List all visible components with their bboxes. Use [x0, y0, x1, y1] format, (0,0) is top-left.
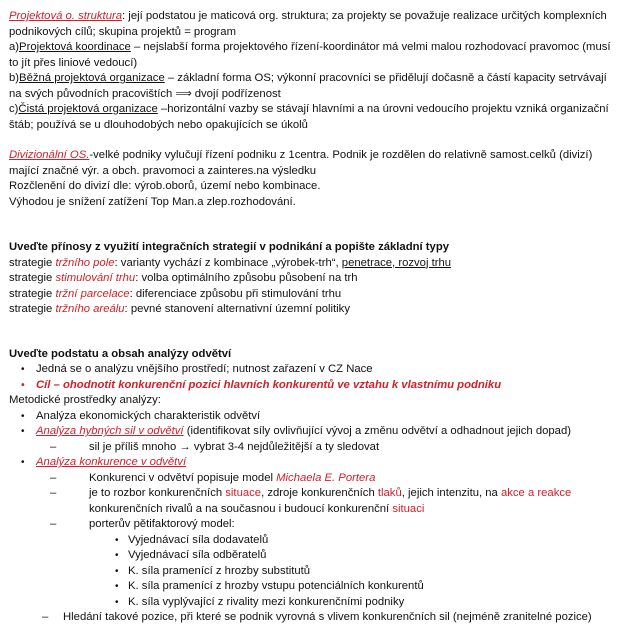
force-item [9, 579, 615, 595]
term-projektova-struktura: Projektová o. struktura [9, 10, 123, 22]
strategy-term: tržního pole [55, 256, 115, 269]
list-prefix: a) [9, 41, 20, 53]
highlight-run: situace [225, 487, 262, 499]
highlight-run: akce a reakce [500, 487, 572, 499]
spacer [9, 133, 615, 148]
strategy-text: : pevné stanovení alternativní územní politiky [124, 303, 350, 315]
list-item [9, 362, 615, 378]
list-item [9, 455, 615, 471]
highlight-run: tlaků [377, 487, 402, 499]
strategy-row [9, 287, 615, 303]
strategy-prefix: strategie [9, 256, 56, 269]
list-item [9, 409, 615, 425]
bullet-icon: • [21, 457, 25, 468]
force-text: K. síla pramenící z hrozby substitutů [128, 564, 311, 577]
dash-icon: – [50, 487, 57, 499]
spacer [9, 210, 615, 225]
force-text: Vyjednávací síla odběratelů [128, 549, 267, 561]
method-term: Analýza konkurence v odvětví [36, 456, 187, 468]
force-text: K. síla vyplývající z rivality mezi konkurenčními podniky [128, 595, 405, 608]
list-item-text: Cíl – ohodnotit konkurenční pozici hlavních konkurentů ve vztahu k vlastnímu podniku [36, 378, 502, 391]
paragraph-text: –horizontální vazby se stávají hlavními a na úrovni vedoucího projektu vzniká organizační štáb; používá se u dlouhodobých nebo opakujících se úkolů [9, 103, 609, 131]
sub-list-item [9, 486, 615, 517]
strategy-text: : volba optimálního způsobu působení na trh [135, 272, 358, 284]
list-item-text: sil je příliš mnoho → vybrat 3-4 nejdůležitější a ty sledovat [89, 440, 380, 453]
strategy-text: : diferenciace způsobu při stimulování trhu [129, 287, 342, 300]
strategy-term: stimulování trhu [55, 272, 136, 284]
bullet-icon: • [21, 364, 25, 375]
strategy-row [9, 302, 615, 318]
term-bezna-organizace: Běžná projektová organizace [19, 72, 165, 84]
bullet-icon: • [115, 581, 119, 592]
strategy-row [9, 271, 615, 287]
strategy-prefix: strategie [9, 272, 56, 284]
bullet-icon: • [21, 379, 25, 391]
bullet-icon: • [115, 565, 119, 577]
list-item-text: (identifikovat síly ovlivňující vývoj a změnu odvětví a odhadnout jejich dopad) [183, 425, 572, 437]
method-term: Analýza hybných sil v odvětví [36, 425, 184, 437]
highlight-run: situaci [392, 502, 425, 515]
paragraph-cista-organizace [9, 102, 615, 133]
sub-list-item [9, 610, 615, 626]
list-item-text: Jedná se o analýzu vnějšího prostředí; nutnost zařazení v CZ Nace [36, 363, 373, 375]
force-item [9, 533, 615, 549]
dash-icon: – [50, 518, 57, 530]
strategy-term: tržní parcelace [55, 287, 130, 300]
paragraph-bezna-organizace [9, 71, 615, 102]
spacer [9, 318, 615, 333]
paragraph-divizionalni [9, 148, 615, 179]
methods-label: Metodické prostředky analýzy: [9, 394, 161, 406]
bullet-icon: • [115, 596, 119, 608]
text-run: , jejich intenzitu, na [401, 487, 501, 499]
bullet-icon: • [115, 550, 119, 561]
list-item [9, 378, 615, 394]
dash-icon: – [42, 611, 49, 623]
paragraph-vyhodou: Výhodou je snížení zatížení Top Man.a zlep.rozhodování. [9, 195, 296, 208]
paragraph-text: -velké podniky vylučují řízení podniku z 1centra. Podnik je rozdělen do relativně samost.celků (divizí) mající značné výr. a obch. pravomoci a zainteres.na výsledku [9, 149, 593, 177]
strategy-tail: penetrace, rozvoj trhu [341, 256, 452, 269]
sub-list-item [9, 440, 615, 456]
strategy-text: : varianty vychází z kombinace „výrobek-trh“, [114, 256, 342, 269]
force-item [9, 548, 615, 564]
paragraph-rozcleneni: Rozčlenění do divizí dle: výrob.oborů, území nebo kombinace. [9, 180, 321, 192]
force-text: K. síla pramenící z hrozby vstupu potenciálních konkurentů [128, 580, 424, 592]
strategy-prefix: strategie [9, 287, 56, 300]
paragraph-projektova-koordinace [9, 40, 615, 71]
term-divizionalni: Divizionální OS. [9, 149, 90, 161]
force-item [9, 564, 615, 580]
question-heading-strategie: Uveďte přínosy z využití integračních strategií v podnikání a popište základní typy [9, 241, 450, 253]
bullet-icon: • [21, 410, 25, 422]
text-run: je to rozbor konkurenčních [89, 487, 226, 499]
question-heading-analyza: Uveďte podstatu a obsah analýzy odvětví [9, 347, 232, 360]
sub-list-item [9, 471, 615, 487]
force-text: Vyjednávací síla dodavatelů [128, 533, 269, 546]
sub-list-item [9, 517, 615, 533]
bullet-icon: • [21, 426, 25, 437]
paragraph-text: – nejslabší forma projektového řízení-koordinátor má velmi malou rozhodovací pravomoc (musí to jít přes liniové vedoucí) [9, 41, 611, 69]
list-item-text: Hledání takové pozice, při které se podnik vyrovná s vlivem konkurenčních sil (nejméně zranitelné pozice) [63, 611, 592, 623]
paragraph-text: : její podstatou je maticová org. struktura; za projekty se považuje realizace určitých komplexních podnikových cílů; skupina projektů = program [9, 10, 607, 38]
list-item-text: Konkurenci v odvětví popisuje model [89, 471, 277, 484]
list-prefix: b) [9, 72, 20, 84]
bullet-icon: • [115, 534, 119, 546]
force-item [9, 595, 615, 611]
term-cista-organizace: Čistá projektová organizace [18, 103, 158, 115]
term-projektova-koordinace: Projektová koordinace [19, 41, 131, 53]
strategy-term: tržního areálu [55, 303, 125, 315]
paragraph-projektova-struktura [9, 9, 615, 40]
dash-icon: – [50, 471, 57, 484]
paragraph-text: – základní forma OS; výkonní pracovníci se přidělují dočasně a částí kapacity setrvávají na svých původních pracovištích ⟹ dvojí podřízenost [9, 72, 607, 100]
text-run: konkurenčních rivalů a na současnou i budoucí konkurenční [89, 502, 393, 515]
strategy-row [9, 256, 615, 272]
text-run: , zdroje konkurenčních [261, 487, 378, 499]
dash-icon: – [50, 440, 57, 453]
list-item [9, 424, 615, 440]
list-prefix: c) [9, 103, 19, 115]
list-item-text: porterův pětifaktorový model: [89, 518, 235, 530]
strategy-prefix: strategie [9, 303, 56, 315]
document-page [9, 9, 615, 626]
list-item-text: Analýza ekonomických charakteristik odvětví [36, 409, 261, 422]
spacer [9, 333, 615, 347]
porter-name: Michaela E. Portera [276, 471, 376, 484]
spacer [9, 225, 615, 240]
